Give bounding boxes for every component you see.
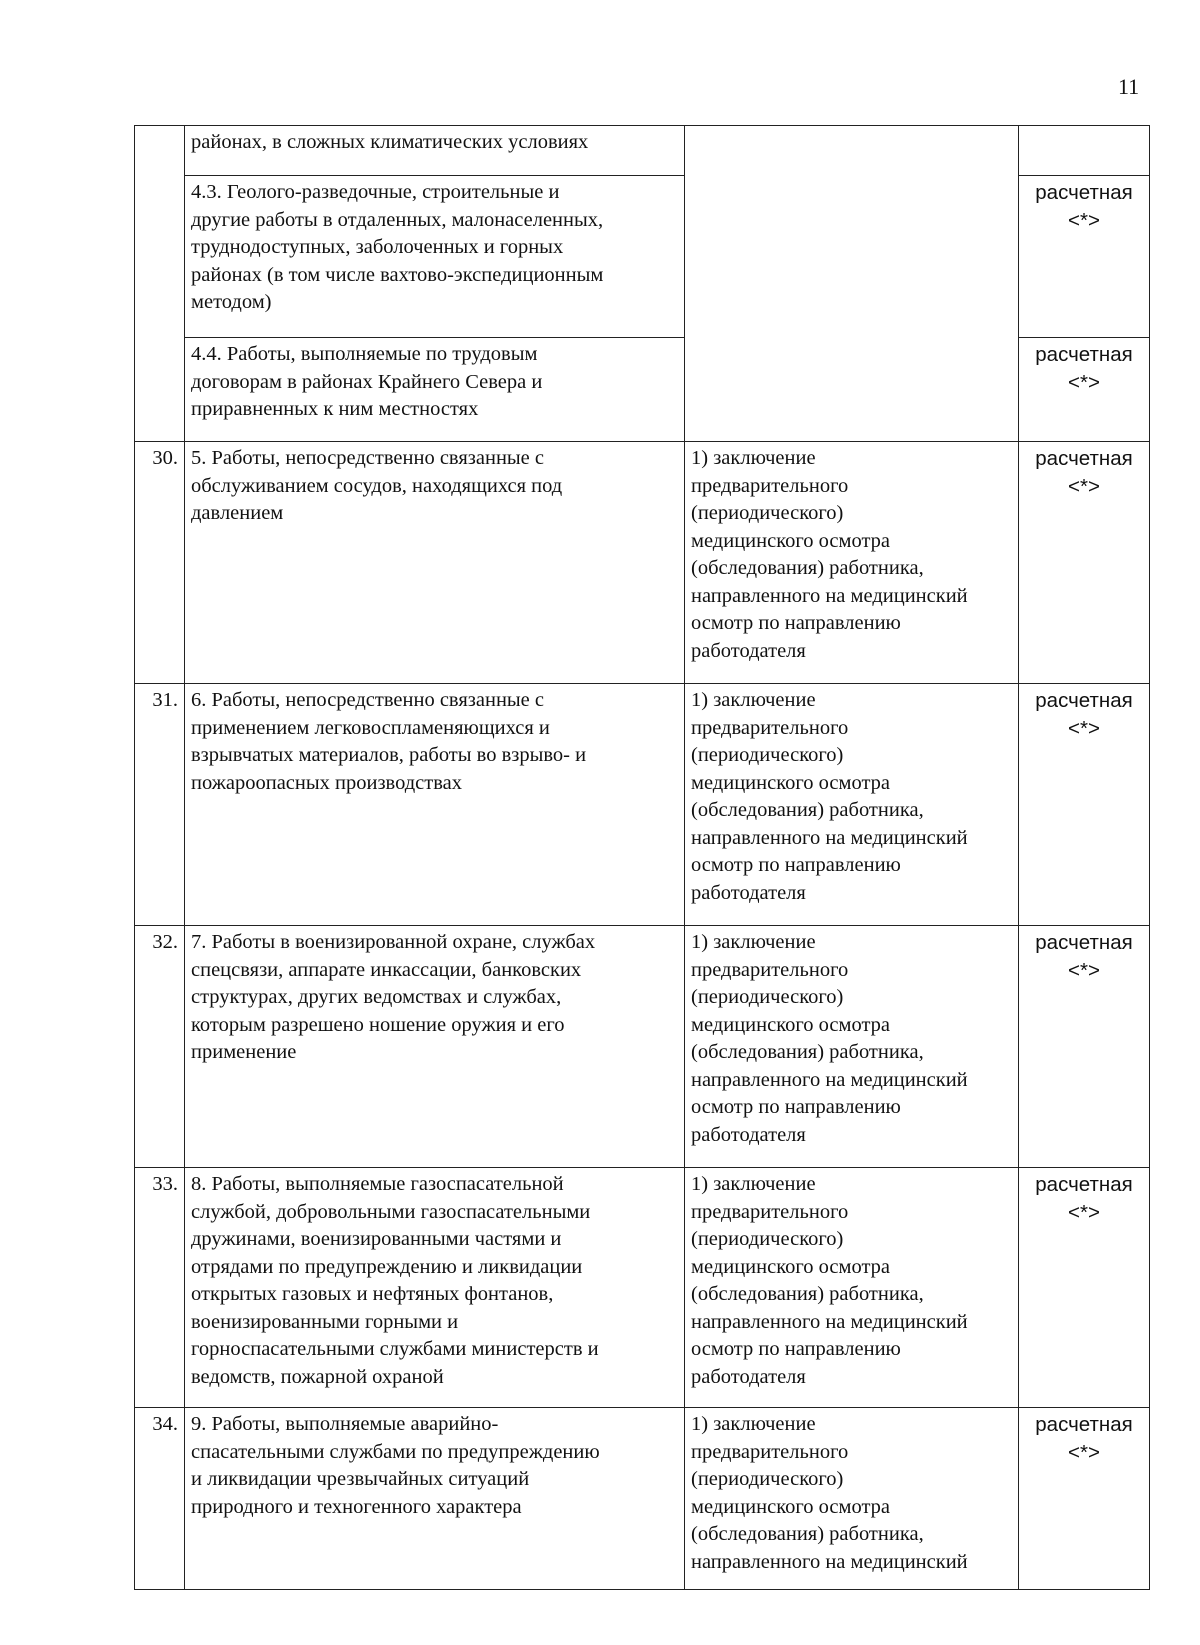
table-row	[135, 126, 1150, 176]
row-number-cell: 31.	[135, 684, 185, 926]
documents-cell: 1) заключение предварительного (периодического) медицинского осмотра (обследования) работника, направленного на медицинский осмотр по направлению работодателя	[685, 684, 1019, 926]
price-cell: расчетная <*>	[1019, 338, 1150, 442]
row-number-cell: 33.	[135, 1168, 185, 1408]
work-description-cell: 5. Работы, непосредственно связанные с обслуживанием сосудов, находящихся под давлением	[185, 442, 685, 684]
documents-cell	[685, 126, 1019, 442]
row-number-cell: 32.	[135, 926, 185, 1168]
work-description-cell: 9. Работы, выполняемые аварийно- спасательными службами по предупреждению и ликвидации чрезвычайных ситуаций природного и техногенного характера	[185, 1408, 685, 1590]
table-row	[135, 1168, 1150, 1408]
documents-cell: 1) заключение предварительного (периодического) медицинского осмотра (обследования) работника, направленного на медицинский осмотр по направлению работодателя	[685, 926, 1019, 1168]
row-number-cell: 34.	[135, 1408, 185, 1590]
work-description-cell: 6. Работы, непосредственно связанные с применением легковоспламеняющихся и взрывчатых материалов, работы во взрыво- и пожароопасных производствах	[185, 684, 685, 926]
work-description-cell: 8. Работы, выполняемые газоспасательной службой, добровольными газоспасательными дружинами, военизированными частями и отрядами по предупреждению и ликвидации открытых газовых и нефтяных фонтанов, военизированными горными и горноспасательными службами министерств и ведомств, пожарной охраной	[185, 1168, 685, 1408]
table-row	[135, 926, 1150, 1168]
documents-cell: 1) заключение предварительного (периодического) медицинского осмотра (обследования) работника, направленного на медицинский	[685, 1408, 1019, 1590]
work-description-cell: районах, в сложных климатических условиях	[185, 126, 685, 176]
table-row	[135, 1408, 1150, 1590]
work-description-cell: 4.4. Работы, выполняемые по трудовым договорам в районах Крайнего Севера и приравненных к ним местностях	[185, 338, 685, 442]
price-cell: расчетная <*>	[1019, 176, 1150, 338]
price-cell: расчетная <*>	[1019, 442, 1150, 684]
services-table	[134, 125, 1150, 1590]
table-row	[135, 684, 1150, 926]
price-cell: расчетная <*>	[1019, 926, 1150, 1168]
price-cell: расчетная <*>	[1019, 1168, 1150, 1408]
page-number: 11	[1118, 74, 1140, 99]
work-description-cell: 4.3. Геолого-разведочные, строительные и другие работы в отдаленных, малонаселенных, труднодоступных, заболоченных и горных районах (в том числе вахтово-экспедиционным методом)	[185, 176, 685, 338]
documents-cell: 1) заключение предварительного (периодического) медицинского осмотра (обследования) работника, направленного на медицинский осмотр по направлению работодателя	[685, 442, 1019, 684]
price-cell: расчетная <*>	[1019, 684, 1150, 926]
row-number-cell: 30.	[135, 442, 185, 684]
price-cell	[1019, 126, 1150, 176]
table-row	[135, 442, 1150, 684]
row-number-cell	[135, 126, 185, 442]
price-cell: расчетная <*>	[1019, 1408, 1150, 1590]
documents-cell: 1) заключение предварительного (периодического) медицинского осмотра (обследования) работника, направленного на медицинский осмотр по направлению работодателя	[685, 1168, 1019, 1408]
work-description-cell: 7. Работы в военизированной охране, службах спецсвязи, аппарате инкассации, банковских структурах, других ведомствах и службах, которым разрешено ношение оружия и его применение	[185, 926, 685, 1168]
